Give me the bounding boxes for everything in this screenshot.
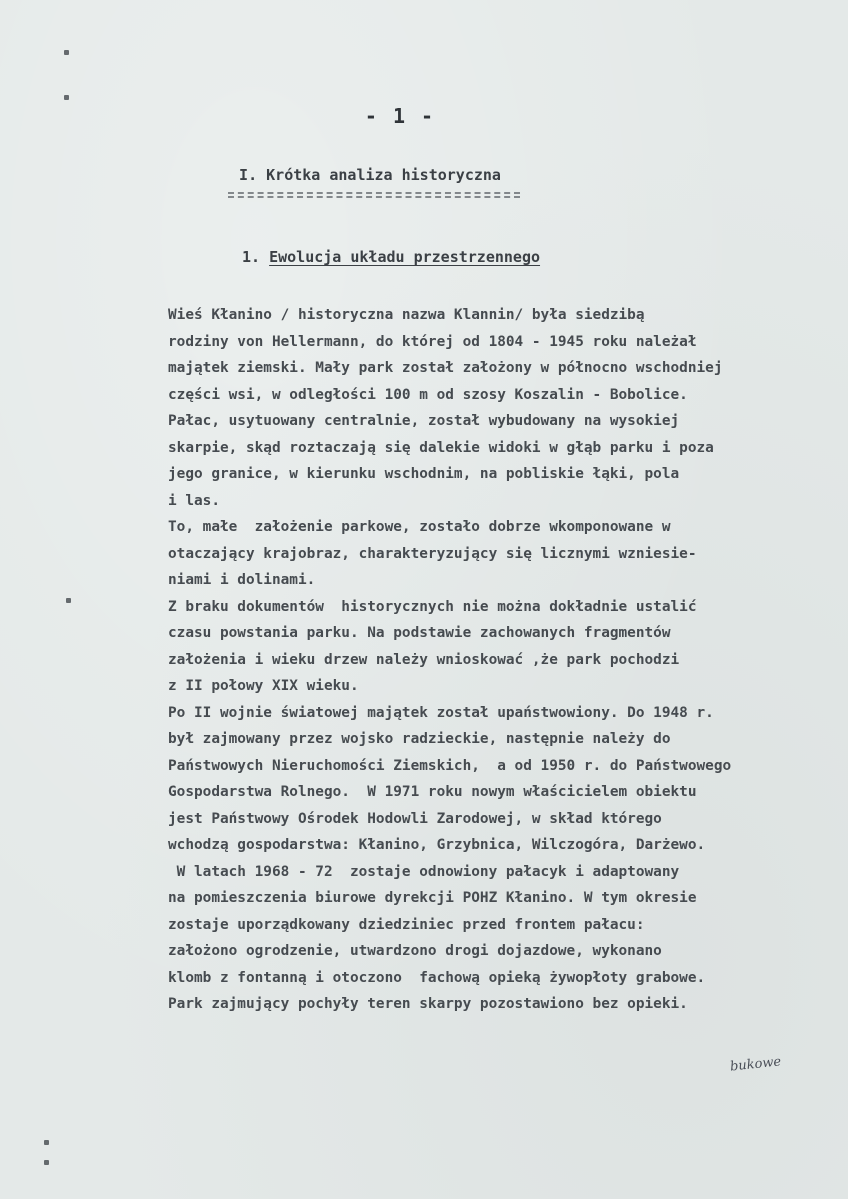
text-line: To, małe założenie parkowe, zostało dobrze wkomponowane w [168,519,671,535]
text-line: czasu powstania parku. Na podstawie zachowanych fragmentów [168,625,671,641]
text-line: Park zajmujący pochyły teren skarpy pozostawiono bez opieki. [168,996,688,1012]
margin-mark [44,1160,49,1165]
text-line: W latach 1968 - 72 zostaje odnowiony pałacyk i adaptowany [168,863,680,880]
text-line: z II połowy XIX wieku. [168,678,359,694]
subsection-number: 1. [242,248,261,266]
margin-mark [66,598,71,603]
text-line: wchodzą gospodarstwa: Kłanino, Grzybnica, Wilczogóra, Darżewo. [168,837,706,853]
text-line: na pomieszczenia biurowe dyrekcji POHZ Kłanino. W tym okresie [168,890,697,906]
text-line: Wieś Kłanino / historyczna nazwa Klannin/ była siedzibą [168,307,645,323]
text-line: był zajmowany przez wojsko radzieckie, następnie należy do [168,731,671,747]
text-line: zostaje uporządkowany dziedziniec przed frontem pałacu: [168,916,645,933]
section-title-underline [228,192,520,198]
page-number: - 1 - [364,104,436,128]
text-line: jego granice, w kierunku wschodnim, na pobliskie łąki, pola [168,466,680,482]
text-line: założono ogrodzenie, utwardzono drogi dojazdowe, wykonano [168,943,662,959]
text-line: jest Państwowy Ośrodek Hodowli Zarodowej, w skład którego [168,810,662,827]
subsection-title: Ewolucja układu przestrzennego [269,248,541,266]
text-line: majątek ziemski. Mały park został założony w północno wschodniej [168,360,723,376]
subsection-heading [242,248,540,266]
margin-mark [64,50,69,55]
text-line: klomb z fontanną i otoczono fachową opieką żywopłoty grabowe. [168,969,706,986]
text-line: Gospodarstwa Rolnego. W 1971 roku nowym właścicielem obiektu [168,784,697,800]
margin-mark [44,1140,49,1145]
text-line: niami i dolinami. [168,572,316,588]
handwritten-correction: bukowe [729,1054,782,1075]
text-line: skarpie, skąd roztaczają się dalekie widoki w głąb parku i poza [168,439,714,456]
text-line: Z braku dokumentów historycznych nie można dokładnie ustalić [168,598,697,615]
text-line: Państwowych Nieruchomości Ziemskich, a od 1950 r. do Państwowego [168,757,732,774]
text-line: i las. [168,492,220,509]
text-line: Po II wojnie światowej majątek został upaństwowiony. Do 1948 r. [168,704,714,721]
text-line: otaczający krajobraz, charakteryzujący się licznymi wzniesie- [168,545,697,562]
text-line: założenia i wieku drzew należy wnioskować ,że park pochodzi [168,651,680,668]
margin-mark [64,95,69,100]
text-line: Pałac, usytuowany centralnie, został wybudowany na wysokiej [168,413,680,429]
text-line: części wsi, w odległości 100 m od szosy Koszalin - Bobolice. [168,386,688,403]
section-title: I. Krótka analiza historyczna [239,166,501,184]
body-paragraph [168,302,818,1018]
text-line: rodziny von Hellermann, do której od 1804 - 1945 roku należał [168,333,697,350]
